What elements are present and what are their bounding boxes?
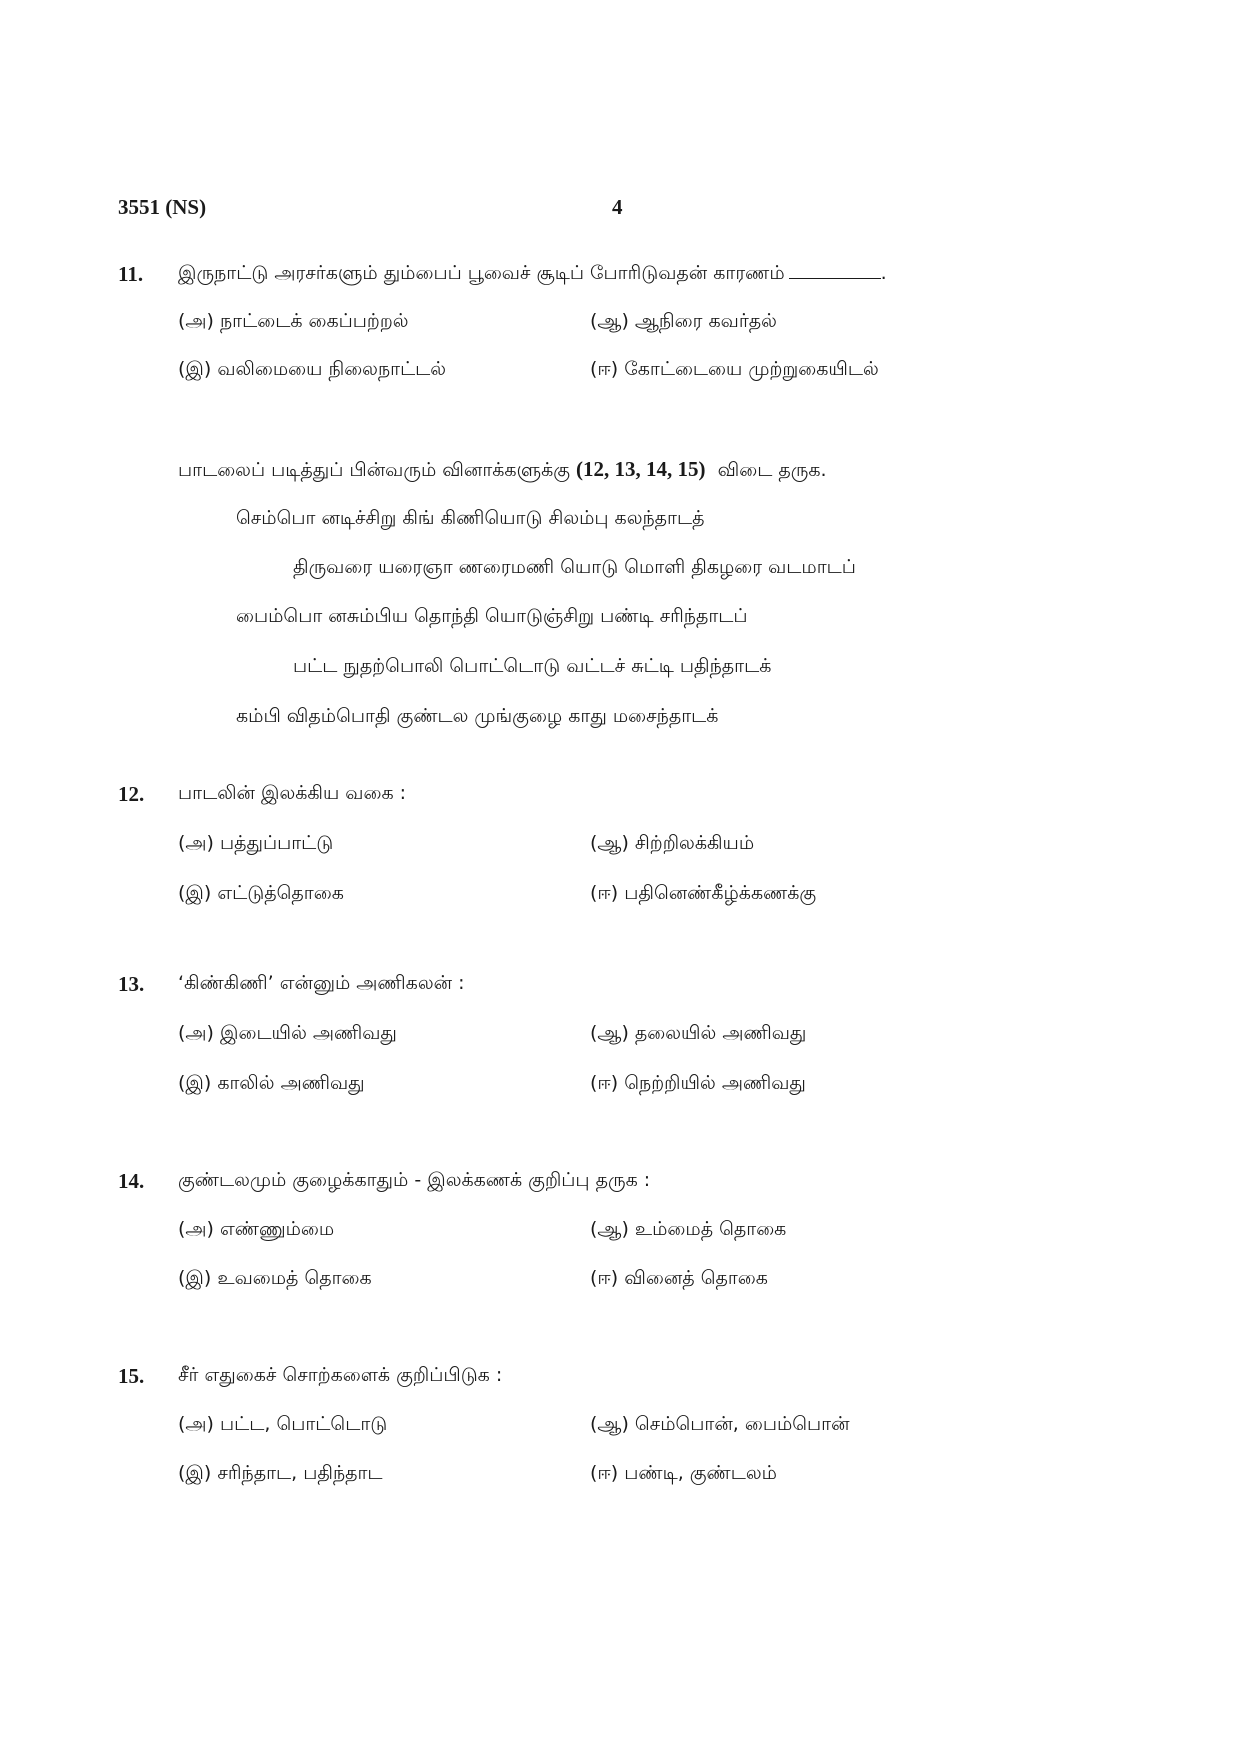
question-number: 14. [118,1169,145,1193]
option-a: (அ) பட்ட, பொட்டொடு [178,1413,388,1435]
option-a: (அ) இடையில் அணிவது [178,1022,397,1044]
poem-line: செம்பொ னடிச்சிறு கிங் கிணியொடு சிலம்பு கலந்தாடத் [236,507,705,529]
poem-line: கம்பி விதம்பொதி குண்டல முங்குழை காது மசைந்தாடக் [236,705,719,727]
option-b: (ஆ) ஆநிரை கவர்தல் [590,310,777,332]
passage-instruction [178,457,827,484]
instruction-text: பாடலைப் படித்துப் பின்வரும் வினாக்களுக்கு [178,459,570,481]
question-text: குண்டலமும் குழைக்காதும் - இலக்கணக் குறிப்பு தருக : [178,1169,651,1191]
page-number: 4 [612,195,623,219]
option-a: (அ) பத்துப்பாட்டு [178,832,334,854]
poem-line: பைம்பொ னசும்பிய தொந்தி யொடுஞ்சிறு பண்டி சரிந்தாடப் [236,605,748,627]
option-d: (ஈ) வினைத் தொகை [590,1267,768,1289]
option-d: (ஈ) நெற்றியில் அணிவது [590,1072,806,1094]
option-c: (இ) வலிமையை நிலைநாட்டல் [178,358,447,380]
option-b: (ஆ) தலையில் அணிவது [590,1022,807,1044]
option-d: (ஈ) கோட்டையை முற்றுகையிடல் [590,358,879,380]
question-number: 15. [118,1364,145,1388]
exam-code: 3551 (NS) [118,195,207,219]
option-c: (இ) எட்டுத்தொகை [178,882,344,904]
question-number: 11. [118,262,144,286]
option-b: (ஆ) சிற்றிலக்கியம் [590,832,755,854]
option-b: (ஆ) உம்மைத் தொகை [590,1218,787,1240]
question-text: பாடலின் இலக்கிய வகை : [178,782,407,804]
question-stem: இருநாட்டு அரசர்களும் தும்பைப் பூவைச் சூடிப் போரிடுவதன் காரணம் [178,262,785,284]
option-d: (ஈ) பண்டி, குண்டலம் [590,1462,777,1484]
question-end: . [880,262,887,284]
answer-blank [789,278,881,279]
option-d: (ஈ) பதினெண்கீழ்க்கணக்கு [590,882,817,904]
option-b: (ஆ) செம்பொன், பைம்பொன் [590,1413,850,1435]
question-text: சீர் எதுகைச் சொற்களைக் குறிப்பிடுக : [178,1364,503,1386]
option-c: (இ) உவமைத் தொகை [178,1267,372,1289]
question-number: 12. [118,782,145,806]
instruction-end: விடை தருக. [717,459,827,481]
question-text: ‘கிண்கிணி’ என்னும் அணிகலன் : [178,972,465,994]
option-c: (இ) சரிந்தாட, பதிந்தாட [178,1462,383,1484]
poem-line: பட்ட நுதற்பொலி பொட்டொடு வட்டச் சுட்டி பதிந்தாடக் [293,655,772,677]
question-number: 13. [118,972,145,996]
option-a: (அ) நாட்டைக் கைப்பற்றல் [178,310,409,332]
option-c: (இ) காலில் அணிவது [178,1072,365,1094]
option-a: (அ) எண்ணும்மை [178,1218,335,1240]
question-text [178,262,887,287]
question-range: (12, 13, 14, 15) [576,457,706,481]
poem-line: திருவரை யரைஞா ணரைமணி யொடு மொளி திகழரை வடமாடப் [293,556,856,578]
